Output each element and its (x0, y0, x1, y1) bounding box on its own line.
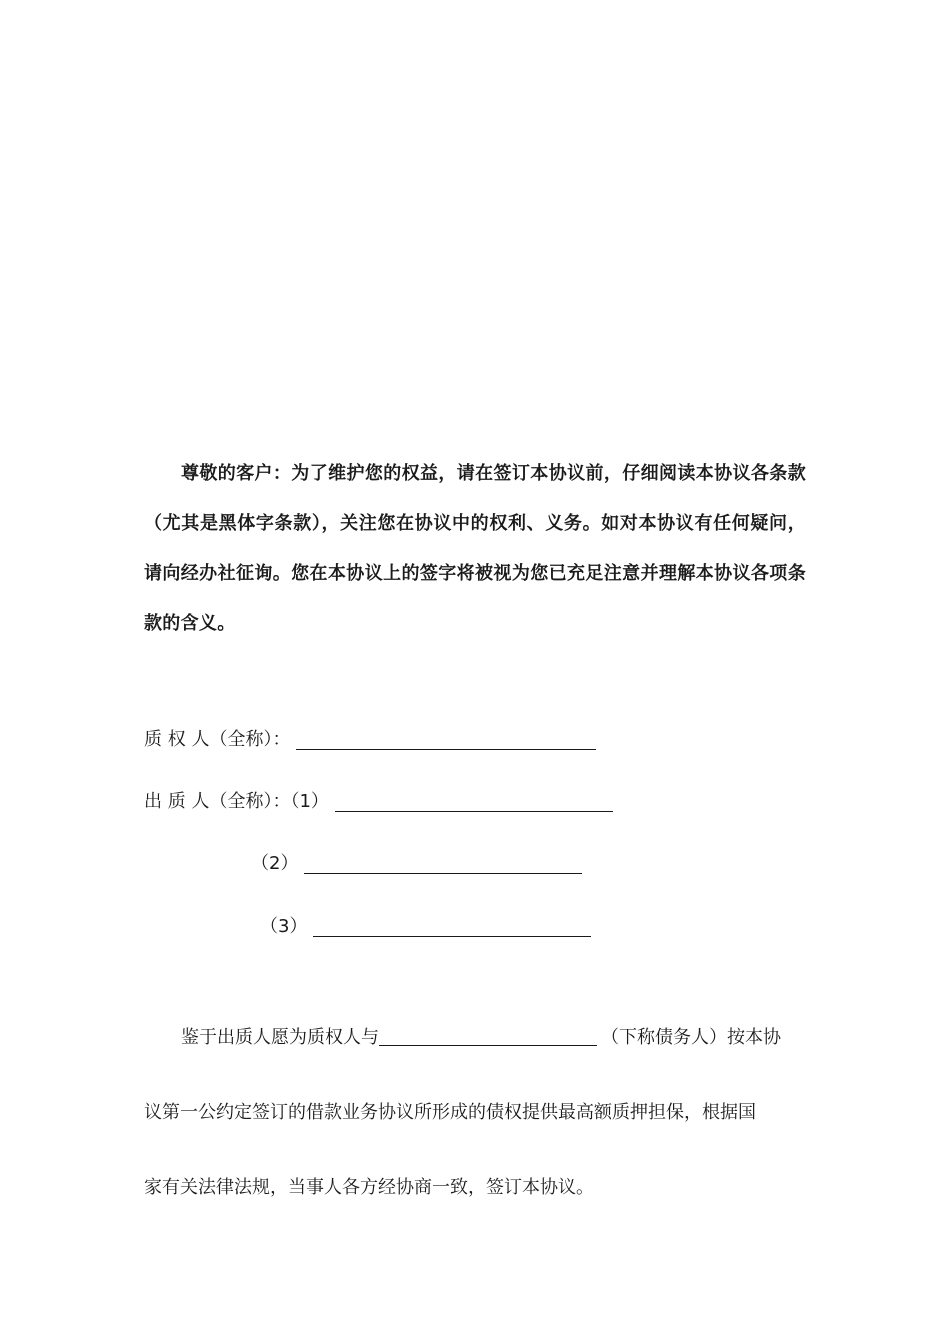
recital-paragraph (144, 1000, 808, 1225)
recital-line-1 (144, 1000, 808, 1075)
pledgor-2-label: （2） (251, 853, 299, 874)
recital-line-3: 家有关法律法规，当事人各方经协商一致，签订本协议。 (144, 1177, 594, 1198)
pledgor-1-blank[interactable] (335, 791, 613, 812)
pledgor-field-3 (260, 914, 591, 940)
pledgee-field (144, 727, 596, 753)
pledgor-3-label: （3） (260, 916, 308, 937)
recital-line-1-before: 鉴于出质人愿为质权人与 (181, 1027, 379, 1048)
pledgor-field-1 (144, 789, 613, 815)
pledgor-3-blank[interactable] (313, 916, 591, 937)
pledgee-blank[interactable] (296, 729, 596, 750)
pledgor-label: 出 质 人（全称）：（1） (144, 791, 329, 812)
recital-line-2: 议第一公约定签订的借款业务协议所形成的债权提供最高额质押担保，根据国 (144, 1102, 756, 1123)
debtor-blank[interactable] (379, 1025, 597, 1046)
pledgor-2-blank[interactable] (304, 853, 582, 874)
pledgor-field-2 (251, 851, 582, 877)
pledgee-label: 质 权 人（全称）： (144, 729, 291, 750)
customer-notice: 尊敬的客户：为了维护您的权益，请在签订本协议前，仔细阅读本协议各条款（尤其是黑体字条款），关注您在协议中的权利、义务。如对本协议有任何疑问，请向经办社征询。您在本协议上的签字将被视为您已充足注意并理解本协议各项条款的含义。 (144, 463, 806, 634)
recital-line-1-after: （下称债务人）按本协 (601, 1027, 781, 1048)
